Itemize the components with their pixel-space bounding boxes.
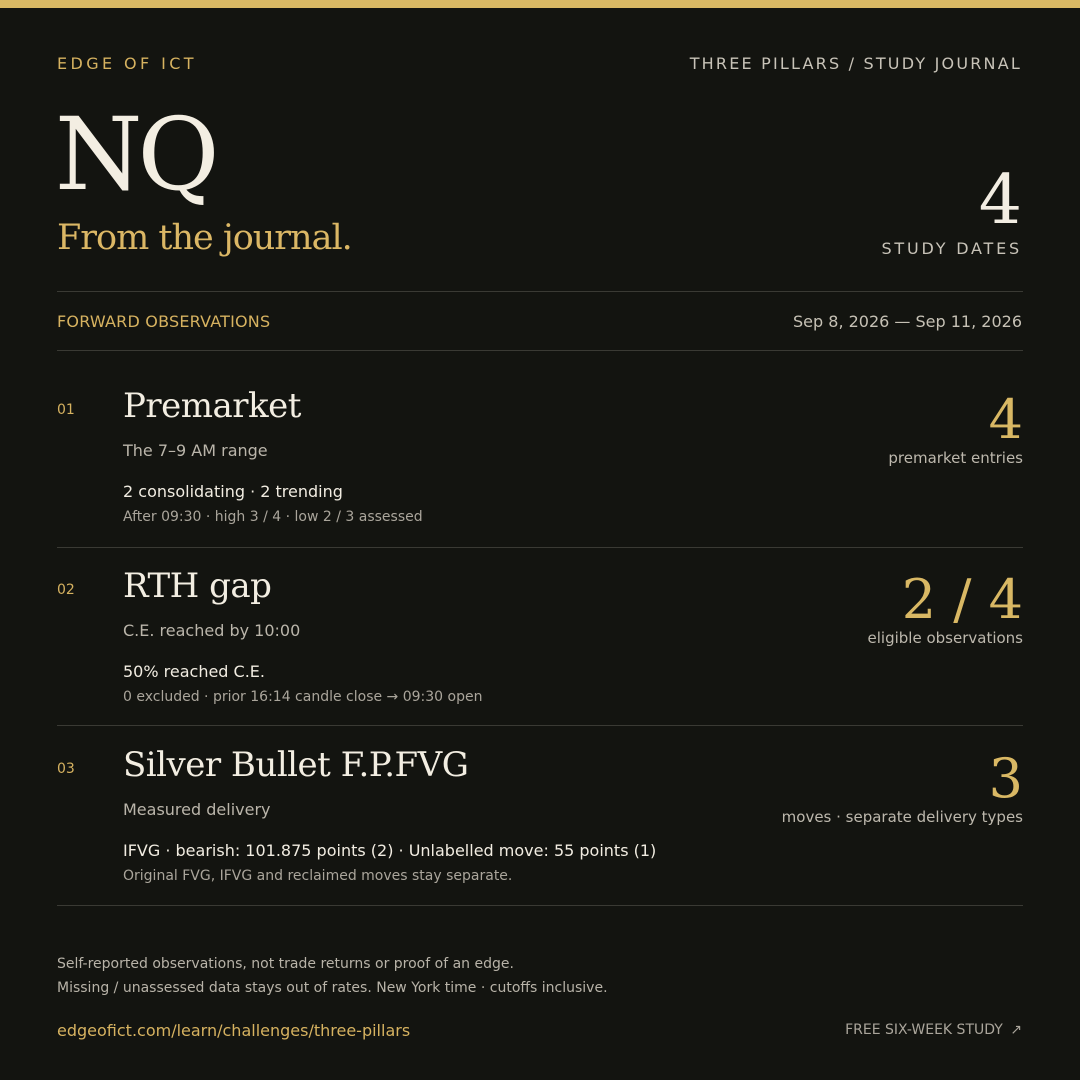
pillar-premarket	[57, 386, 1023, 564]
pillar-note: Original FVG, IFVG and reclaimed moves stay separate.	[123, 868, 513, 884]
pillar-number: 02	[57, 582, 75, 598]
brand-name: EDGE OF ICT	[57, 54, 197, 73]
observations-label: FORWARD OBSERVATIONS	[57, 312, 271, 331]
challenge-link[interactable]: edgeofict.com/learn/challenges/three-pillars	[57, 1021, 411, 1040]
disclaimer-line: Self-reported observations, not trade returns or proof of an edge.	[57, 956, 514, 972]
divider-pillar-1	[57, 547, 1023, 548]
pillar-title: Premarket	[123, 386, 301, 426]
pillar-rth-gap	[57, 566, 1023, 744]
stat-value: 4	[988, 388, 1023, 451]
free-study-link[interactable]	[845, 1022, 1022, 1038]
stat-label: premarket entries	[888, 449, 1023, 467]
pillar-number: 01	[57, 402, 75, 418]
page-subtitle: From the journal.	[57, 218, 352, 258]
pillar-stat	[781, 747, 1023, 826]
divider-pillar-2	[57, 725, 1023, 726]
pillar-title: Silver Bullet F.P.FVG	[123, 745, 469, 785]
study-dates-label: STUDY DATES	[881, 239, 1022, 258]
stat-value: 2 / 4	[901, 568, 1023, 631]
pillar-stat	[888, 388, 1023, 467]
free-study-label: FREE SIX-WEEK STUDY	[845, 1022, 1003, 1038]
pillar-detail: 50% reached C.E.	[123, 662, 265, 681]
divider-top	[57, 291, 1023, 292]
market-symbol: NQ	[55, 96, 215, 213]
pillar-caption: The 7–9 AM range	[123, 441, 268, 460]
pillar-number: 03	[57, 761, 75, 777]
pillar-title: RTH gap	[123, 566, 272, 606]
study-dates-summary	[881, 161, 1022, 258]
divider-pillar-3	[57, 905, 1023, 906]
pillar-note: After 09:30 · high 3 / 4 · low 2 / 3 assessed	[123, 509, 423, 525]
stat-value: 3	[988, 747, 1023, 810]
pillar-caption: C.E. reached by 10:00	[123, 621, 301, 640]
disclaimer	[57, 952, 608, 1000]
pillar-silver-bullet	[57, 745, 1023, 923]
top-accent-bar	[0, 0, 1080, 8]
pillar-stat	[867, 568, 1023, 647]
pillar-note: 0 excluded · prior 16:14 candle close → 09:30 open	[123, 689, 483, 705]
stat-label: eligible observations	[867, 629, 1023, 647]
stat-label: moves · separate delivery types	[781, 808, 1023, 826]
pillar-caption: Measured delivery	[123, 800, 271, 819]
disclaimer-line: Missing / unassessed data stays out of rates. New York time · cutoffs inclusive.	[57, 980, 608, 996]
page-kicker: THREE PILLARS / STUDY JOURNAL	[689, 54, 1022, 73]
date-range: Sep 8, 2026 — Sep 11, 2026	[793, 312, 1022, 331]
pillar-detail: IFVG · bearish: 101.875 points (2) · Unlabelled move: 55 points (1)	[123, 841, 657, 860]
external-arrow-icon: ↗	[1010, 1022, 1022, 1038]
study-dates-count: 4	[978, 161, 1022, 240]
divider-range	[57, 350, 1023, 351]
pillar-detail: 2 consolidating · 2 trending	[123, 482, 343, 501]
